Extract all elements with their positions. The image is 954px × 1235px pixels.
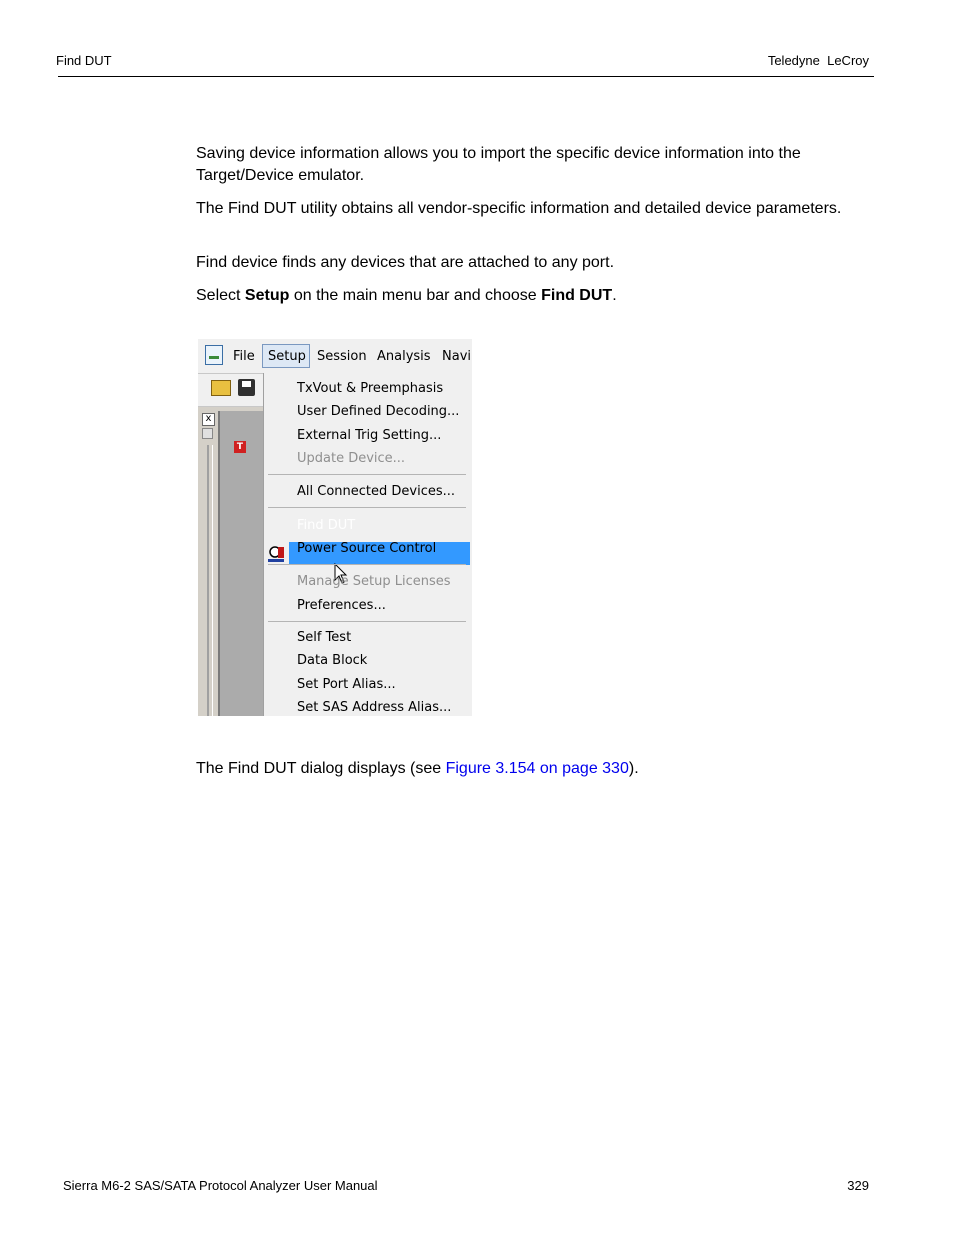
paragraph-select-setup [196,285,866,307]
text: . [612,287,617,304]
bold-setup: Setup [244,287,290,304]
menu-item-manage-licenses: Manage Setup Licenses [297,574,451,589]
setup-menu-screenshot [198,339,472,716]
menu-item-preferences[interactable]: Preferences... [297,598,386,613]
menu-item-user-decoding[interactable]: User Defined Decoding... [297,404,460,419]
paragraph-saving-info: Saving device information allows you to import the specific device information into the Target/Device emulator. [196,145,801,184]
page-header-section: Find DUT [56,53,112,68]
app-icon [205,345,223,365]
menu-separator [268,507,466,508]
page-header-company: Teledyne LeCroy [767,53,869,68]
open-folder-icon[interactable] [211,380,231,396]
paragraph-find-device: Find device finds any devices that are attached to any port. [196,254,615,271]
footer-page-number: 329 [847,1178,869,1193]
menu-item-self-test[interactable]: Self Test [297,630,352,645]
save-icon[interactable] [238,379,255,396]
menu-item-txvout[interactable]: TxVout & Preemphasis [297,381,444,396]
menu-analysis[interactable]: Analysis [377,349,431,364]
figure-link[interactable]: Figure 3.154 on page 330 [445,760,629,777]
menu-bar [198,339,472,374]
menu-separator [268,564,466,565]
menu-item-data-block[interactable]: Data Block [297,653,368,668]
menu-file[interactable]: File [233,349,255,364]
workspace-panel [218,411,266,716]
divider [212,445,213,716]
menu-item-sas-alias[interactable]: Set SAS Address Alias... [297,700,452,715]
menu-item-power-source[interactable]: Power Source Control [297,541,437,556]
trace-t-icon: T [234,441,246,453]
menu-navigate[interactable]: Navi [442,349,471,364]
menu-item-external-trig[interactable]: External Trig Setting... [297,428,442,443]
menu-separator [268,474,466,475]
toolbar [198,374,264,407]
setup-dropdown-menu [263,373,472,716]
restore-icon[interactable] [202,428,213,439]
close-icon[interactable]: x [202,413,215,426]
footer-title: Sierra M6-2 SAS/SATA Protocol Analyzer User Manual [63,1178,378,1193]
menu-item-update-device: Update Device... [297,451,406,466]
menu-setup[interactable] [262,344,310,368]
text: The Find DUT dialog displays (see [196,760,446,777]
paragraph-dialog-displays [196,758,866,780]
menu-session[interactable]: Session [317,349,367,364]
text: ). [628,760,639,777]
text: on the main menu bar and choose [289,287,542,304]
divider [207,445,209,716]
menu-separator [268,621,466,622]
header-rule [58,76,874,77]
menu-item-all-connected[interactable]: All Connected Devices... [297,484,456,499]
bold-find-dut: Find DUT [541,287,613,304]
find-dut-icon [267,545,287,563]
text: Select [196,287,245,304]
paragraph-find-dut-utility: The Find DUT utility obtains all vendor-specific information and detailed device parameters. [196,200,842,217]
menu-setup-label: Setup [268,349,306,364]
menu-item-port-alias[interactable]: Set Port Alias... [297,677,396,692]
menu-item-find-dut[interactable]: Find DUT [297,518,356,533]
